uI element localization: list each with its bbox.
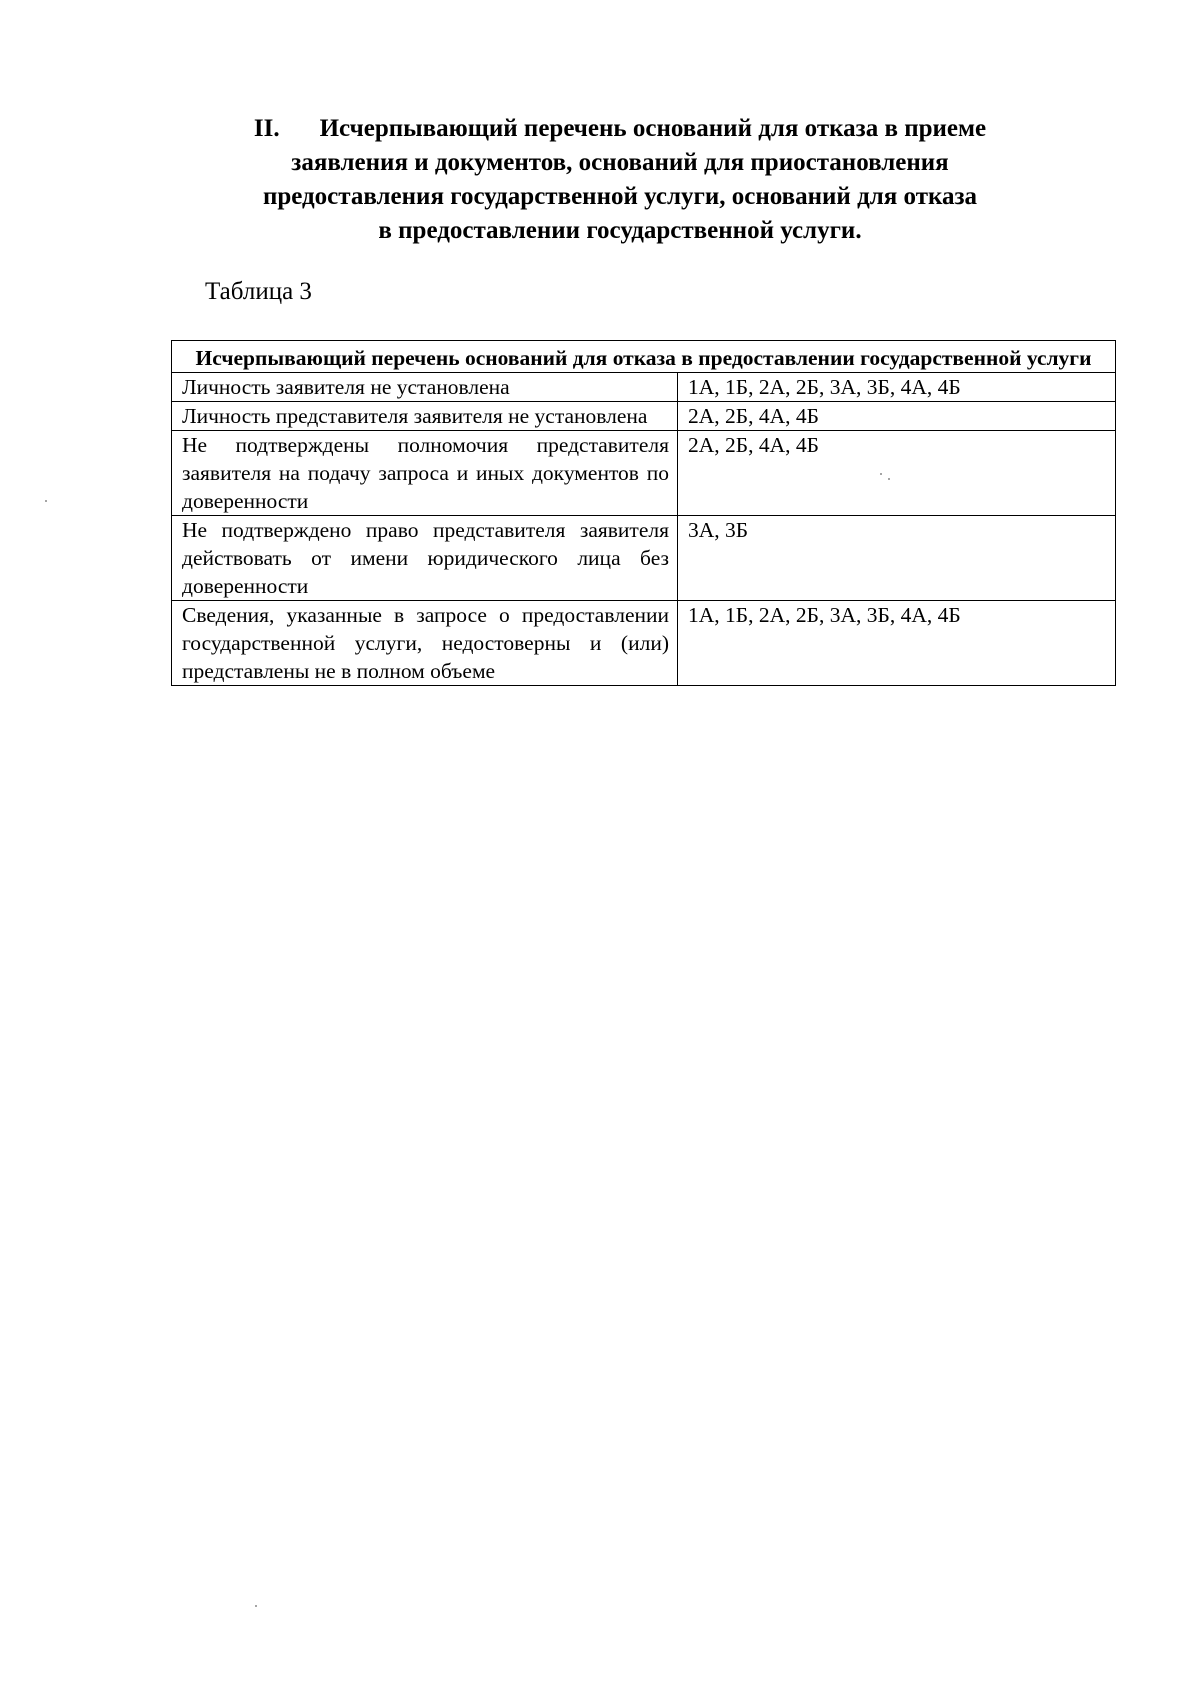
table-row [172, 431, 1116, 516]
reason-cell: Не подтверждено право представителя заявителя действовать от имени юридического лица без доверенности [172, 516, 678, 601]
reason-cell: Личность представителя заявителя не установлена [172, 402, 678, 431]
table-row [172, 516, 1116, 601]
table-caption: Таблица 3 [205, 278, 312, 305]
heading-line-1 [170, 112, 1070, 146]
table-header: Исчерпывающий перечень оснований для отказа в предоставлении государственной услуги [172, 341, 1116, 373]
table-row [172, 373, 1116, 402]
codes-cell: 3А, 3Б [678, 516, 1116, 601]
scan-speck [255, 1605, 257, 1607]
scan-speck [45, 500, 47, 502]
section-heading [170, 112, 1070, 248]
reason-cell: Сведения, указанные в запросе о предоставлении государственной услуги, недостоверны и (или) представлены не в полном объеме [172, 601, 678, 686]
heading-line-2: заявления и документов, оснований для приостановления [291, 149, 949, 176]
codes-cell: 2А, 2Б, 4А, 4Б [678, 402, 1116, 431]
section-number: II. [253, 115, 280, 142]
scan-speck [888, 478, 890, 480]
reason-cell: Не подтверждены полномочия представителя заявителя на подачу запроса и иных документов по доверенности [172, 431, 678, 516]
heading-text-1: Исчерпывающий перечень оснований для отказа в приеме [319, 115, 987, 142]
refusal-grounds-table [171, 340, 1116, 686]
codes-cell: 1А, 1Б, 2А, 2Б, 3А, 3Б, 4А, 4Б [678, 601, 1116, 686]
codes-cell: 1А, 1Б, 2А, 2Б, 3А, 3Б, 4А, 4Б [678, 373, 1116, 402]
codes-cell: 2А, 2Б, 4А, 4Б [678, 431, 1116, 516]
table-row [172, 402, 1116, 431]
scan-speck [880, 473, 882, 475]
heading-line-4: в предоставлении государственной услуги. [378, 217, 862, 244]
table-header-row [172, 341, 1116, 373]
reason-cell: Личность заявителя не установлена [172, 373, 678, 402]
table-row [172, 601, 1116, 686]
heading-line-3: предоставления государственной услуги, оснований для отказа [262, 183, 978, 210]
